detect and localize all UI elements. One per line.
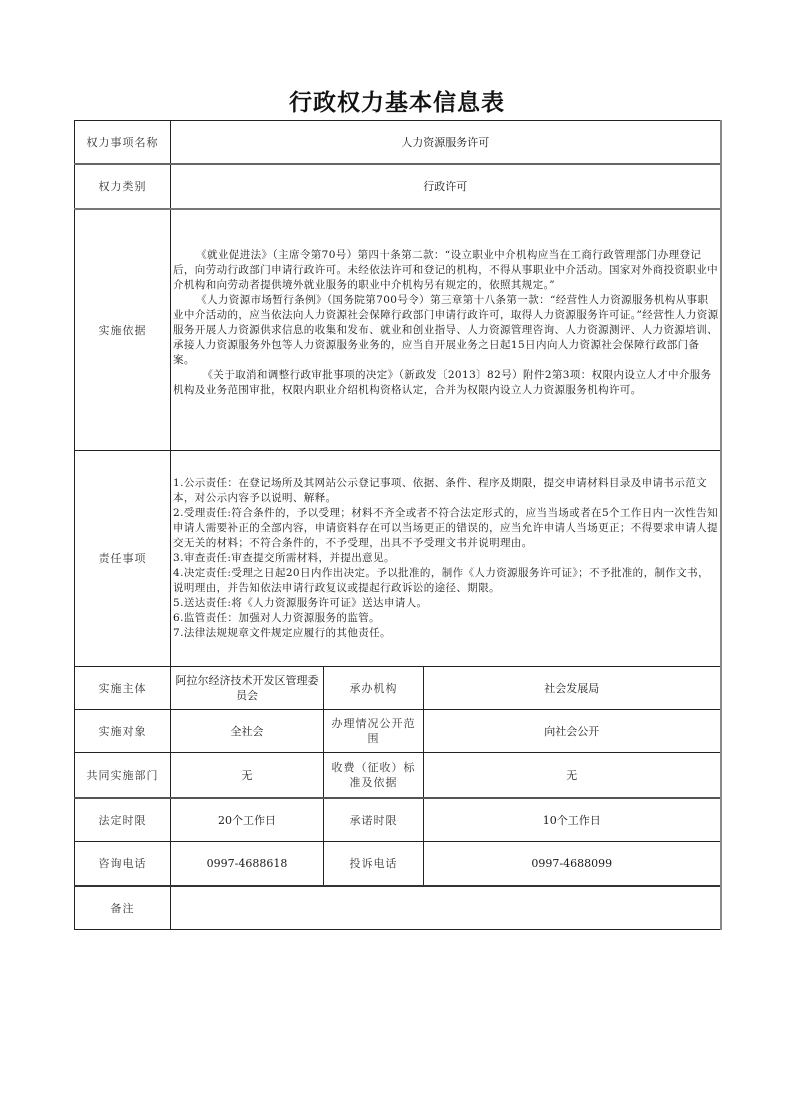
joint-dept-label: 共同实施部门 [75, 753, 171, 799]
row-limit [75, 798, 721, 842]
fee-standard-value: 无 [424, 753, 721, 799]
handling-agency-label: 承办机构 [324, 667, 424, 710]
basis-paragraph: 《人力资源市场暂行条例》（国务院第700号令）第三章第十八条第一款：“经营性人力资源服务机构从事职业中介活动的，应当依法向人力资源社会保障行政部门申请行政许可，取得人力资源服务许可证。”经营性人力资源服务开展人力资源供求信息的收集和发布、就业和创业指导、人力资源管理咨询、人力资源测评、人力资源培训、承接人力资源服务外包等人力资源服务业务的，应当自开展业务之日起15日内向人力资源社会保障行政部门备案。 [173, 293, 719, 366]
row-note [75, 886, 721, 930]
row-subject [75, 667, 721, 710]
duty-item: 2.受理责任:符合条件的，予以受理；材料不齐全或者不符合法定形式的，应当当场或者在5个工作日内一次性告知申请人需要补正的全部内容，申请资料存在可以当场更正的错误的，应当允许申请人当场更正；不得要求申请人提交无关的材料；不符合条件的，不予受理，出具不予受理文书并说明理由。 [173, 507, 719, 549]
duties-content [171, 451, 721, 667]
row-dept [75, 753, 721, 799]
duty-item: 6.监管责任：加强对人力资源服务的监管。 [173, 612, 381, 624]
basis-content [171, 209, 721, 451]
joint-dept-value: 无 [171, 753, 324, 799]
legal-limit-value: 20个工作日 [171, 798, 324, 842]
note-label: 备注 [75, 886, 171, 930]
duty-item: 3.审查责任:审查提交所需材料，并提出意见。 [173, 552, 395, 564]
power-name-value: 人力资源服务许可 [171, 121, 721, 165]
subject-value: 阿拉尔经济技术开发区管理委员会 [171, 667, 324, 710]
info-table [74, 120, 722, 930]
power-type-label: 权力类别 [75, 164, 171, 209]
promised-limit-value: 10个工作日 [424, 798, 721, 842]
object-label: 实施对象 [75, 710, 171, 753]
duty-item: 7.法律法规规章文件规定应履行的其他责任。 [173, 627, 391, 639]
consult-phone-value: 0997-4688618 [171, 842, 324, 887]
page-title: 行政权力基本信息表 [289, 89, 505, 116]
legal-limit-label: 法定时限 [75, 798, 171, 842]
disclosure-scope-label: 办理情况公开范围 [324, 710, 424, 753]
complaint-phone-label: 投诉电话 [324, 842, 424, 887]
row-duties [75, 451, 721, 667]
fee-standard-label: 收费（征收）标准及依据 [324, 753, 424, 799]
row-basis [75, 209, 721, 451]
row-object [75, 710, 721, 753]
row-power-name [75, 121, 721, 165]
promised-limit-label: 承诺时限 [324, 798, 424, 842]
basis-paragraph: 《就业促进法》（主席令第70号）第四十条第二款：“设立职业中介机构应当在工商行政管理部门办理登记后，向劳动行政部门申请行政许可。未经依法许可和登记的机构，不得从事职业中介活动。国家对外商投资职业中介机构和向劳动者提供境外就业服务的职业中介机构另有规定的，依照其规定。” [173, 248, 718, 291]
power-type-value: 行政许可 [171, 164, 721, 209]
row-phone [75, 842, 721, 887]
power-name-label: 权力事项名称 [75, 121, 171, 165]
duty-item: 1.公示责任：在登记场所及其网站公示登记事项、依据、条件、程序及期限，提交申请材料目录及申请书示范文本，对公示内容予以说明、解释。 [173, 477, 708, 504]
object-value: 全社会 [171, 710, 324, 753]
basis-label: 实施依据 [75, 209, 171, 451]
basis-paragraph: 《关于取消和调整行政审批事项的决定》（新政发〔2013〕82号）附件2第3项：权限内设立人才中介服务机构及业务范围审批，权限内职业介绍机构资格认定，合并为权限内设立人力资源服务机构许可。 [173, 368, 712, 396]
duty-item: 5.送达责任:将《人力资源服务许可证》送达申请人。 [173, 597, 428, 609]
duties-label: 责任事项 [75, 451, 171, 667]
consult-phone-label: 咨询电话 [75, 842, 171, 887]
disclosure-scope-value: 向社会公开 [424, 710, 721, 753]
row-power-type [75, 164, 721, 209]
note-value [171, 886, 721, 930]
complaint-phone-value: 0997-4688099 [424, 842, 721, 887]
handling-agency-value: 社会发展局 [424, 667, 721, 710]
duty-item: 4.决定责任:受理之日起20日内作出决定。予以批准的，制作《人力资源服务许可证》；不予批准的，制作文书，说明理由，并告知依法申请行政复议或提起行政诉讼的途径、期限。 [173, 567, 709, 594]
subject-label: 实施主体 [75, 667, 171, 710]
